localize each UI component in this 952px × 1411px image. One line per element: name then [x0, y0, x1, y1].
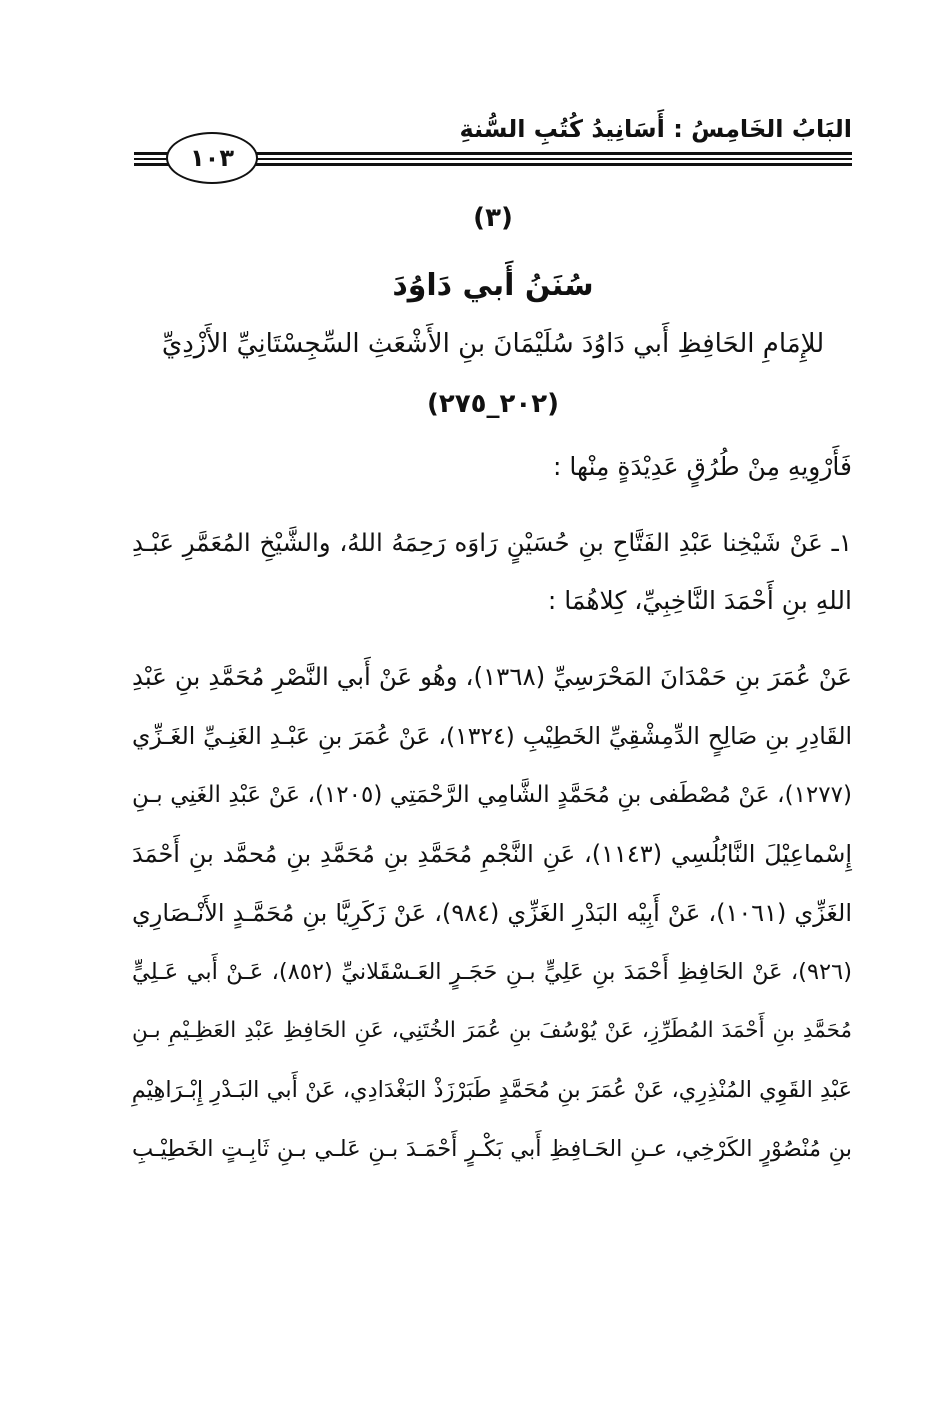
book-title: سُنَنُ أَبي دَاوُدَ: [392, 268, 594, 303]
paragraph2-line-5: الغَزِّي (١٠٦١)، عَنْ أَبِيْه البَدْرِ الغَزِّي (٩٨٤)، عَنْ زَكَرِيَّا بنِ مُحَمَّـدٍ الأَنْـصَارِي: [132, 899, 852, 927]
paragraph2-line-6: (٩٢٦)، عَنْ الحَافِظِ أَحْمَدَ بنِ عَلِيٍّ بـنِ حَجَـرٍ العَـسْقَلانيِّ (٨٥٢)، عَـنْ أَبي عَـلِيٍّ: [132, 959, 852, 985]
paragraph2-line-3: (١٢٧٧)، عَنْ مُصْطَفى بنِ مُحَمَّدٍ الشَّامِي الرَّحْمَتِي (١٢٠٥)، عَنْ عَبْدِ الغَنِي بـنِ: [132, 782, 852, 808]
paragraph2-line-1: عَنْ عُمَرَ بنِ حَمْدَانَ المَحْرَسِيِّ (١٣٦٨)، وهُو عَنْ أَبي النَّصْرِ مُحَمَّدِ بنِ عَبْدِ: [132, 662, 852, 691]
author-line: للإِمَامِ الحَافِظِ أَبي دَاوُدَ سُلَيْمَانَ بنِ الأَشْعَثِ السِّجِسْتَانِيِّ الأَزْدِيِّ: [161, 329, 825, 359]
running-head-title: البَابُ الخَامِسُ : أَسَانِيدُ كُتُبِ السُّنةِ: [459, 115, 852, 143]
paragraph2-line-4: إِسْماعِيْلَ النَّابُلُسِي (١١٤٣)، عَنِ النَّجْمِ مُحَمَّدِ بنِ مُحَمَّدِ بنِ مُحمَّد بنِ أَحْمَدَ: [132, 840, 852, 868]
paragraph1-line-2: اللهِ بنِ أَحْمَدَ النَّاخِبِيِّ، كِلاهُمَا :: [547, 586, 852, 615]
paragraph2-line-2: القَادِرِ بنِ صَالِحٍ الدِّمِشْقِيِّ الخَطِيْبِ (١٣٢٤)، عَنْ عُمَرَ بنِ عَبْـدِ الغَنِـيِّ الغَـزِّي: [132, 722, 853, 750]
author-dates: (٢٠٢_٢٧٥): [427, 389, 559, 419]
paragraph2-line-8: عَبْدِ القَوِي المُنْذِرِي، عَنْ عُمَرَ بنِ مُحَمَّدٍ طَبَرْزَذْ البَغْدَادِي، عَنْ أَبي البَـدْرِ إِبْـرَاهِيْمِ: [131, 1077, 852, 1103]
paragraph2-line-7: مُحَمَّدِ بنِ أَحْمَدَ المُطَرِّزِ، عَنْ يُوْسُفَ بنِ عُمَرَ الخُتَنِي، عَنِ الحَافِظِ عَبْدِ العَظِـيْمِ بـنِ: [132, 1018, 852, 1043]
page-number-oval: [166, 132, 258, 184]
section-number: (٣): [473, 203, 513, 233]
paragraph2-line-9: بنِ مُنْصُوْرٍ الكَرْخِي، عـنِ الحَـافِظِ أَبي بَكْـرٍ أَحْمَـدَ بـنِ عَلـي بـنِ ثَابِـتٍ الخَطِيْـبِ: [132, 1136, 852, 1162]
page-number: ١٠٣: [190, 144, 234, 172]
paragraph1-line-1: ١ـ عَنْ شَيْخِنا عَبْدِ الفَتَّاحِ بنِ حُسَيْنٍ رَاوَه رَحِمَهُ اللهُ، والشَّيْخِ المُعَمَّرِ عَبْـدِ: [132, 528, 852, 557]
intro-line: فَأَرْوِيهِ مِنْ طُرُقٍ عَدِيْدَةٍ مِنْها :: [552, 452, 852, 481]
